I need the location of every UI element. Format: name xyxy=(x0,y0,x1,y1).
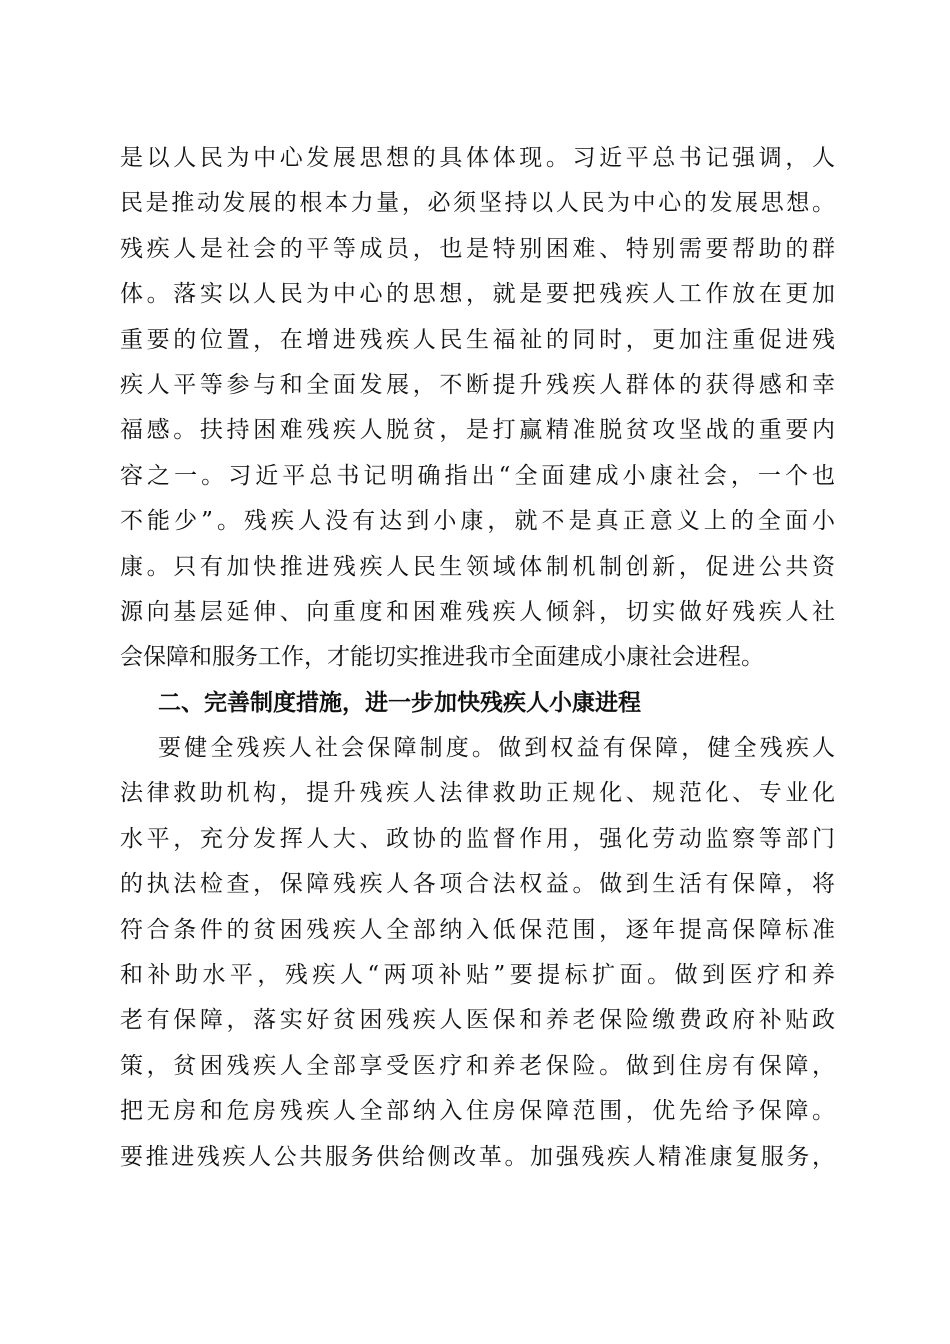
text-line: 老有保障，落实好贫困残疾人医保和养老保险缴费政府补贴政 xyxy=(120,1007,835,1034)
text-line: 策，贫困残疾人全部享受医疗和养老保险。做到住房有保障， xyxy=(120,1052,835,1079)
text-line: 康。只有加快推进残疾人民生领域体制机制创新，促进公共资 xyxy=(120,553,835,580)
text-line: 残疾人是社会的平等成员，也是特别困难、特别需要帮助的群 xyxy=(120,235,835,262)
text-line: 要推进残疾人公共服务供给侧改革。加强残疾人精准康复服务， xyxy=(120,1143,835,1170)
text-line: 容之一。习近平总书记明确指出“全面建成小康社会，一个也 xyxy=(120,462,835,489)
text-line: 民是推动发展的根本力量，必须坚持以人民为中心的发展思想。 xyxy=(120,190,835,217)
text-line: 会保障和服务工作，才能切实推进我市全面建成小康社会进程。 xyxy=(120,644,764,671)
text-line: 体。落实以人民为中心的思想，就是要把残疾人工作放在更加 xyxy=(120,281,835,308)
text-line: 是以人民为中心发展思想的具体体现。习近平总书记强调，人 xyxy=(120,145,835,171)
text-line: 法律救助机构，提升残疾人法律救助正规化、规范化、专业化 xyxy=(120,780,835,807)
text-line: 不能少”。残疾人没有达到小康，就不是真正意义上的全面小 xyxy=(120,508,835,535)
text-line: 疾人平等参与和全面发展，不断提升残疾人群体的获得感和幸 xyxy=(120,371,835,398)
text-line: 福感。扶持困难残疾人脱贫，是打赢精准脱贫攻坚战的重要内 xyxy=(120,417,835,444)
text-line: 符合条件的贫困残疾人全部纳入低保范围，逐年提高保障标准 xyxy=(120,916,835,943)
section-heading: 二、完善制度措施，进一步加快残疾人小康进程 xyxy=(158,689,641,716)
text-line: 水平，充分发挥人大、政协的监督作用，强化劳动监察等部门 xyxy=(120,825,835,852)
text-line: 的执法检查，保障残疾人各项合法权益。做到生活有保障，将 xyxy=(120,871,835,898)
text-line: 和补助水平，残疾人“两项补贴”要提标扩面。做到医疗和养 xyxy=(120,962,835,989)
text-line: 要健全残疾人社会保障制度。做到权益有保障，健全残疾人 xyxy=(158,735,835,762)
text-line: 把无房和危房残疾人全部纳入住房保障范围，优先给予保障。 xyxy=(120,1098,835,1125)
text-line: 重要的位置，在增进残疾人民生福祉的同时，更加注重促进残 xyxy=(120,326,835,353)
text-line: 源向基层延伸、向重度和困难残疾人倾斜，切实做好残疾人社 xyxy=(120,598,835,625)
document-body xyxy=(120,136,835,1180)
